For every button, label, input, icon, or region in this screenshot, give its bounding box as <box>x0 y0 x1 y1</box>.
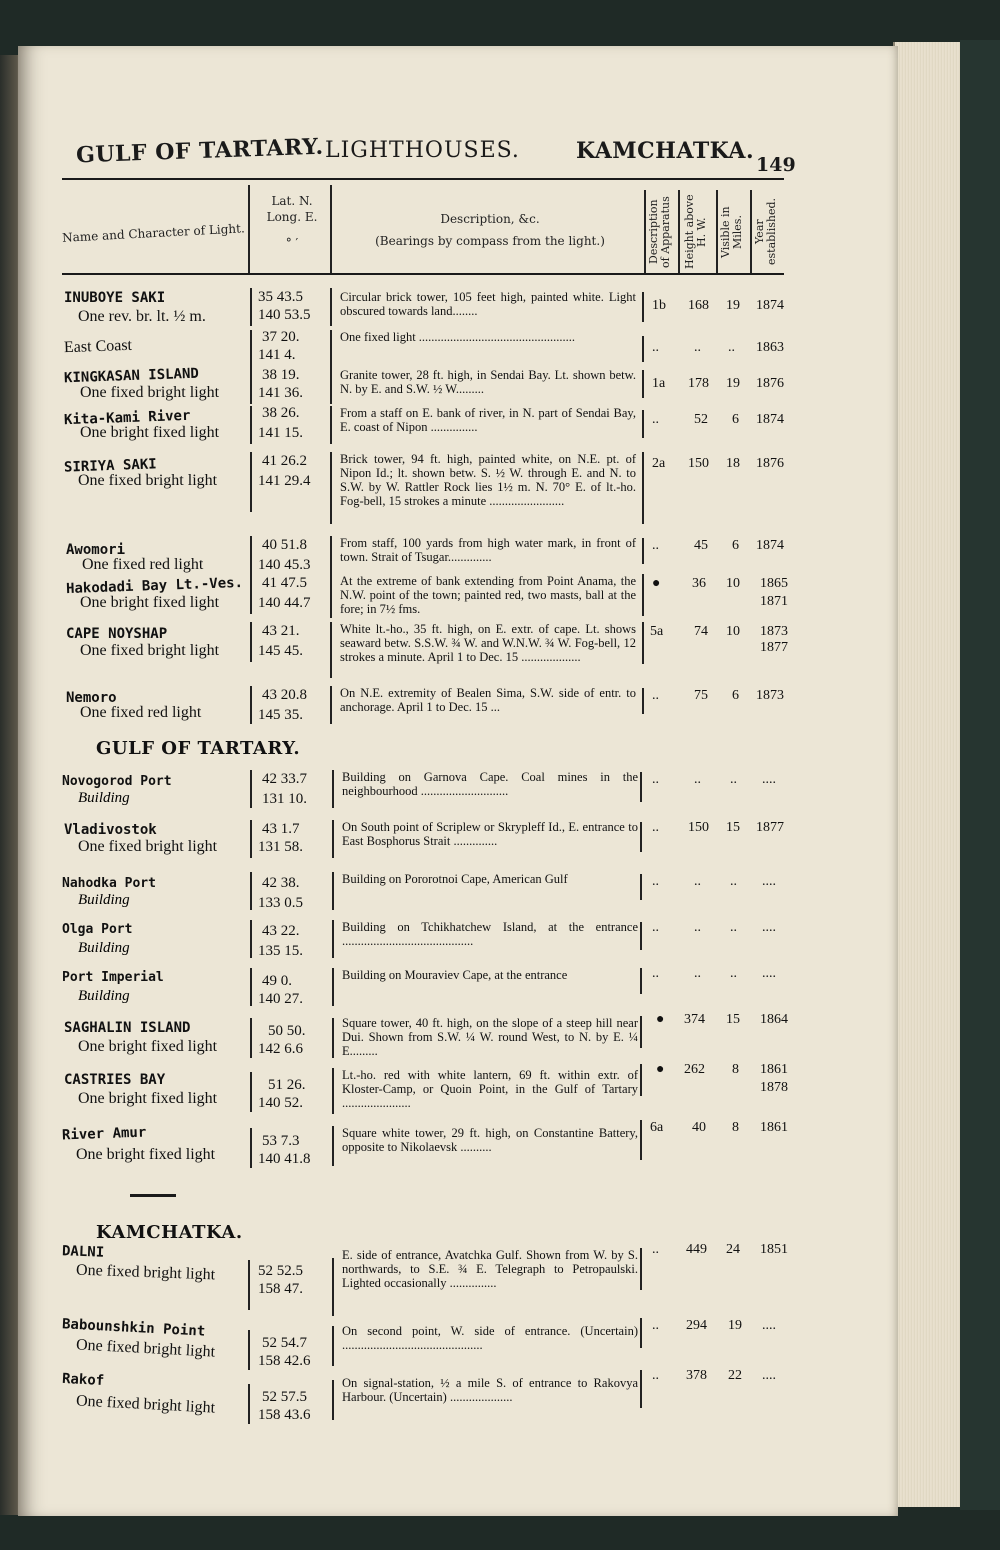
description: White lt.-ho., 35 ft. high, on E. extr. of cape. Lt. shows seaward betw. S.S.W. ¾ W. and W.N.W. ¾ W. Fog-bell, 12 strokes a minute. April 1 to Dec. 15 ................... <box>340 622 636 664</box>
light-character: One bright fixed light <box>78 1090 218 1107</box>
latitude: 37 20. <box>262 329 300 345</box>
latitude: 52 54.7 <box>262 1335 307 1351</box>
light-character: Building <box>78 790 130 806</box>
light-name: CAPE NOYSHAP <box>66 626 168 642</box>
latitude: 43 21. <box>262 623 300 639</box>
latitude: 52 57.5 <box>262 1389 307 1405</box>
col-divider <box>250 368 252 404</box>
col-divider <box>750 190 752 273</box>
apparatus: .. <box>652 1242 659 1257</box>
col-head-lat: Lat. N. <box>271 194 313 208</box>
running-head-left: GULF OF TARTARY. <box>75 133 325 169</box>
col-divider <box>332 920 334 958</box>
book-cover-right <box>960 40 1000 1510</box>
height: 150 <box>688 820 709 835</box>
longitude: 145 45. <box>258 643 303 659</box>
apparatus: .. <box>652 920 659 935</box>
col-divider <box>250 622 252 662</box>
col-divider <box>250 968 252 1006</box>
visible-miles: 19 <box>728 1318 742 1333</box>
col-divider <box>642 574 644 616</box>
latitude: 50 50. <box>268 1023 306 1039</box>
visible-miles: 8 <box>732 1062 739 1077</box>
col-divider <box>330 686 332 724</box>
description: Building on Garnova Cape. Coal mines in the neighbourhood ............................ <box>342 770 638 798</box>
col-divider <box>642 370 644 398</box>
light-name: Olga Port <box>62 922 133 937</box>
col-divider <box>250 330 252 368</box>
apparatus: .. <box>652 966 659 981</box>
col-divider <box>716 190 718 273</box>
col-divider <box>250 1072 252 1112</box>
light-name: DALNI <box>61 1243 105 1261</box>
light-name: Novogorod Port <box>62 774 172 789</box>
description: On second point, W. side of entrance. (Uncertain) ............................................. <box>342 1324 638 1352</box>
visible-miles: 6 <box>732 688 739 703</box>
light-name: INUBOYE SAKI <box>64 290 166 306</box>
apparatus: 1b <box>652 298 666 313</box>
height: 150 <box>688 456 709 471</box>
latitude: 43 20.8 <box>262 687 307 703</box>
longitude: 140 27. <box>258 991 303 1007</box>
apparatus: ● <box>656 1012 665 1027</box>
year-established: 1877 <box>756 820 784 835</box>
col-divider <box>640 1318 642 1348</box>
col-divider <box>642 688 644 714</box>
col-divider <box>640 822 642 852</box>
longitude: 158 42.6 <box>258 1353 311 1369</box>
light-character: One fixed bright light <box>75 1336 216 1361</box>
light-character: One fixed bright light <box>75 1392 216 1417</box>
visible-miles: .. <box>730 920 737 935</box>
col-divider <box>642 336 644 362</box>
year-established: 1873 <box>756 688 784 703</box>
longitude: 141 4. <box>258 347 296 363</box>
col-divider <box>248 1330 250 1370</box>
col-divider <box>640 1248 642 1290</box>
height: 449 <box>686 1242 707 1257</box>
col-head-name: Name and Character of Light. <box>61 221 246 245</box>
latitude: 51 26. <box>268 1077 306 1093</box>
col-divider <box>250 872 252 910</box>
year-established: .... <box>762 1368 776 1383</box>
year-established-second: 1877 <box>760 640 788 655</box>
latitude: 43 1.7 <box>262 821 300 837</box>
col-divider <box>642 452 644 524</box>
light-name: East Coast <box>63 336 133 357</box>
apparatus: ● <box>656 1062 665 1077</box>
light-name: SIRIYA SAKI <box>63 456 157 476</box>
col-divider <box>642 622 644 664</box>
col-divider <box>642 292 644 322</box>
apparatus: .. <box>652 772 659 787</box>
longitude: 145 35. <box>258 707 303 723</box>
year-established: .... <box>762 1318 776 1333</box>
apparatus: .. <box>652 1318 659 1333</box>
longitude: 142 6.6 <box>258 1041 303 1057</box>
col-divider <box>330 288 332 326</box>
col-divider <box>642 410 644 438</box>
light-character: One fixed bright light <box>80 384 220 401</box>
visible-miles: 15 <box>726 820 740 835</box>
light-character: Building <box>78 988 130 1004</box>
light-character: One fixed red light <box>82 556 204 573</box>
light-character: One rev. br. lt. ½ m. <box>78 308 206 325</box>
height: .. <box>694 340 701 355</box>
year-established-second: 1878 <box>760 1080 788 1095</box>
height: 168 <box>688 298 709 313</box>
latitude: 42 38. <box>262 875 300 891</box>
col-divider <box>250 770 252 808</box>
light-name: Nemoro <box>66 690 117 706</box>
light-name: Awomori <box>66 542 126 558</box>
longitude: 158 43.6 <box>258 1407 311 1423</box>
col-divider <box>250 1128 252 1168</box>
apparatus: ● <box>652 576 661 591</box>
description: Lt.-ho. red with white lantern, 69 ft. within extr. of Kloster-Camp, or Quoin Point, in the Gulf of Tartary ...................... <box>342 1068 638 1110</box>
col-head-bearings: (Bearings by compass from the light.) <box>375 234 605 248</box>
latitude: 49 0. <box>262 973 292 989</box>
col-head-visible: Visible in Miles. <box>719 206 744 258</box>
col-divider <box>330 452 332 524</box>
apparatus: 5a <box>650 624 664 639</box>
visible-miles: 6 <box>732 412 739 427</box>
col-divider <box>330 406 332 444</box>
latitude: 41 26.2 <box>262 453 307 469</box>
visible-miles: 22 <box>728 1368 742 1383</box>
visible-miles: 19 <box>726 298 740 313</box>
col-divider <box>640 1120 642 1160</box>
visible-miles: 24 <box>726 1242 740 1257</box>
light-character: One bright fixed light <box>80 424 220 441</box>
year-established: 1851 <box>760 1242 788 1257</box>
year-established: .... <box>762 772 776 787</box>
height: .. <box>694 874 701 889</box>
col-divider <box>332 1018 334 1058</box>
light-character: One fixed bright light <box>75 1261 216 1284</box>
light-name: Babounshkin Point <box>61 1316 206 1340</box>
col-divider <box>330 536 332 574</box>
year-established: 1874 <box>756 298 784 313</box>
col-divider <box>332 1326 334 1366</box>
description: Granite tower, 28 ft. high, in Sendai Bay. Lt. shown betw. N. by E. and S.W. ½ W......... <box>340 368 636 396</box>
height: 74 <box>694 624 708 639</box>
description: One fixed light .................................................. <box>340 330 576 344</box>
col-divider <box>248 1260 250 1310</box>
year-established: 1861 <box>760 1120 788 1135</box>
col-divider <box>330 330 332 368</box>
visible-miles: 18 <box>726 456 740 471</box>
longitude: 141 15. <box>258 425 303 441</box>
col-divider <box>250 574 252 614</box>
apparatus: .. <box>652 412 659 427</box>
apparatus: 1a <box>652 376 666 391</box>
col-divider <box>330 368 332 404</box>
col-divider <box>250 920 252 958</box>
height: .. <box>694 920 701 935</box>
longitude: 140 44.7 <box>258 595 311 611</box>
light-character: Building <box>78 892 130 908</box>
height: 374 <box>684 1012 705 1027</box>
description: From staff, 100 yards from high water mark, in front of town. Strait of Tsugar.............. <box>340 536 636 564</box>
latitude: 35 43.5 <box>258 289 303 305</box>
height: 36 <box>692 576 706 591</box>
page-number: 149 <box>756 154 796 176</box>
col-divider <box>250 288 252 326</box>
light-character: Building <box>78 940 130 956</box>
col-divider <box>250 406 252 444</box>
col-divider <box>678 190 680 273</box>
longitude: 131 58. <box>258 839 303 855</box>
description: From a staff on E. bank of river, in N. part of Sendai Bay, E. coast of Nipon ............... <box>340 406 636 434</box>
visible-miles: .. <box>730 966 737 981</box>
latitude: 41 47.5 <box>262 575 307 591</box>
light-name: Nahodka Port <box>62 876 156 891</box>
col-divider <box>250 686 252 724</box>
description: Circular brick tower, 105 feet high, painted white. Light obscured towards land........ <box>340 290 636 318</box>
light-name: Kita-Kami River <box>63 407 191 429</box>
col-head-long: Long. E. <box>266 210 318 224</box>
apparatus: .. <box>652 820 659 835</box>
latitude: 42 33.7 <box>262 771 307 787</box>
visible-miles: 10 <box>726 624 740 639</box>
col-divider <box>640 1370 642 1408</box>
apparatus: .. <box>652 340 659 355</box>
light-character: One fixed bright light <box>78 838 218 855</box>
section-heading-gulf-of-tartary: GULF OF TARTARY. <box>96 738 301 759</box>
visible-miles: .. <box>730 772 737 787</box>
running-head-right: KAMCHATKA. <box>576 138 755 164</box>
year-established-second: 1871 <box>760 594 788 609</box>
height: .. <box>694 772 701 787</box>
latitude: 40 51.8 <box>262 537 307 553</box>
longitude: 140 53.5 <box>258 307 311 323</box>
longitude: 158 47. <box>258 1281 303 1297</box>
running-head-center: LIGHTHOUSES. <box>325 138 520 163</box>
col-divider <box>332 1258 334 1316</box>
longitude: 133 0.5 <box>258 895 303 911</box>
description: On South point of Scriplew or Skrypleff Id., E. entrance to East Bosphorus Strait .............. <box>342 820 638 848</box>
col-divider <box>330 574 332 618</box>
latitude: 53 7.3 <box>262 1133 300 1149</box>
year-established: .... <box>762 874 776 889</box>
col-head-year: Year established. <box>753 198 778 266</box>
col-divider <box>248 185 250 273</box>
col-divider <box>332 1380 334 1420</box>
col-divider <box>332 968 334 1006</box>
col-divider <box>250 452 252 512</box>
light-name: River Amur <box>61 1124 147 1144</box>
col-divider <box>332 770 334 808</box>
description: Square tower, 40 ft. high, on the slope of a steep hill near Dui. Shown from S.W. ¼ W. round West, to N. by E. ¼ E......... <box>342 1016 638 1058</box>
col-head-units: ° ′ <box>285 236 299 250</box>
col-divider <box>642 538 644 564</box>
height: 262 <box>684 1062 705 1077</box>
visible-miles: .. <box>728 340 735 355</box>
longitude: 131 10. <box>262 791 307 807</box>
height: 178 <box>688 376 709 391</box>
description: At the extreme of bank extending from Point Anama, the N.W. point of the town; painted red, two masts, ball at the fore; in 7½ fms. <box>340 574 636 616</box>
section-heading-kamchatka: KAMCHATKA. <box>96 1222 243 1243</box>
col-head-height: Height above H. W. <box>683 194 708 270</box>
height: .. <box>694 966 701 981</box>
longitude: 140 41.8 <box>258 1151 311 1167</box>
col-divider <box>250 536 252 574</box>
light-name: Rakof <box>61 1370 105 1390</box>
year-established: 1876 <box>756 376 784 391</box>
year-established: 1863 <box>756 340 784 355</box>
header-rule-top <box>62 178 784 180</box>
latitude: 43 22. <box>262 923 300 939</box>
apparatus: .. <box>652 874 659 889</box>
longitude: 135 15. <box>258 943 303 959</box>
visible-miles: 6 <box>732 538 739 553</box>
col-divider <box>332 1126 334 1166</box>
latitude: 38 19. <box>262 367 300 383</box>
col-divider <box>332 820 334 858</box>
visible-miles: 10 <box>726 576 740 591</box>
latitude: 38 26. <box>262 405 300 421</box>
description: On signal-station, ½ a mile S. of entrance to Rakovya Harbour. (Uncertain) .................... <box>342 1376 638 1404</box>
light-character: One fixed bright light <box>78 472 218 489</box>
col-divider <box>640 1016 642 1048</box>
apparatus: 2a <box>652 456 666 471</box>
longitude: 141 36. <box>258 385 303 401</box>
year-established: 1865 <box>760 576 788 591</box>
light-name: Port Imperial <box>62 970 164 985</box>
year-established: 1864 <box>760 1012 788 1027</box>
visible-miles: .. <box>730 874 737 889</box>
latitude: 52 52.5 <box>258 1263 303 1279</box>
col-divider <box>640 922 642 950</box>
col-divider <box>332 1068 334 1114</box>
apparatus: .. <box>652 688 659 703</box>
light-character: One fixed red light <box>80 704 202 721</box>
light-character: One fixed bright light <box>80 642 220 659</box>
apparatus: .. <box>652 1368 659 1383</box>
col-divider <box>640 1064 642 1096</box>
visible-miles: 15 <box>726 1012 740 1027</box>
col-divider <box>330 185 332 273</box>
light-name: KINGKASAN ISLAND <box>63 365 200 387</box>
col-divider <box>644 190 646 273</box>
apparatus: .. <box>652 538 659 553</box>
col-divider <box>640 874 642 900</box>
height: 45 <box>694 538 708 553</box>
year-established: 1861 <box>760 1062 788 1077</box>
apparatus: 6a <box>650 1120 664 1135</box>
light-character: One bright fixed light <box>80 594 220 611</box>
col-head-description: Description, &c. <box>440 212 540 226</box>
visible-miles: 19 <box>726 376 740 391</box>
height: 75 <box>694 688 708 703</box>
col-divider <box>640 968 642 994</box>
year-established: 1874 <box>756 412 784 427</box>
col-divider <box>640 772 642 802</box>
header-rule-bottom <box>62 273 784 275</box>
longitude: 140 52. <box>258 1095 303 1111</box>
visible-miles: 8 <box>732 1120 739 1135</box>
col-divider <box>330 622 332 678</box>
description: On N.E. extremity of Bealen Sima, S.W. side of entr. to anchorage. April 1 to Dec. 15 ... <box>340 686 636 714</box>
description: Square white tower, 29 ft. high, on Constantine Battery, opposite to Nikolaevsk .......... <box>342 1126 638 1154</box>
longitude: 140 45.3 <box>258 557 311 573</box>
col-head-apparatus: Description of Apparatus <box>647 196 672 268</box>
light-name: CASTRIES BAY <box>64 1072 166 1088</box>
col-divider <box>248 1384 250 1424</box>
light-character: One bright fixed light <box>78 1038 218 1055</box>
longitude: 141 29.4 <box>258 473 311 489</box>
year-established: .... <box>762 920 776 935</box>
year-established: 1873 <box>760 624 788 639</box>
description: Building on Tchikhatchew Island, at the entrance .......................................... <box>342 920 638 948</box>
height: 378 <box>686 1368 707 1383</box>
height: 294 <box>686 1318 707 1333</box>
year-established: .... <box>762 966 776 981</box>
description: Building on Pororotnoi Cape, American Gulf <box>342 872 568 886</box>
height: 52 <box>694 412 708 427</box>
col-divider <box>250 1018 252 1058</box>
description: E. side of entrance, Avatchka Gulf. Shown from W. by S. northwards, to S.E. ¾ E. Telegraph to Petropaulski. Lighted occasionally ............... <box>342 1248 638 1290</box>
light-name: Hakodadi Bay Lt.-Ves. <box>65 574 244 598</box>
height: 40 <box>692 1120 706 1135</box>
year-established: 1876 <box>756 456 784 471</box>
light-character: One bright fixed light <box>76 1146 216 1163</box>
description: Brick tower, 94 ft. high, painted white, on N.E. pt. of Nipon Id.; lt. shown betw. S. ½ W. through E. and N. to S.W. by W. Rattler Rock lies 1½ m. N. 70° E. of lt.-ho. Fog-bell, 15 strokes a minute ........................ <box>340 452 636 508</box>
col-divider <box>332 872 334 910</box>
description: Building on Mouraviev Cape, at the entrance <box>342 968 568 982</box>
year-established: 1874 <box>756 538 784 553</box>
light-name: SAGHALIN ISLAND <box>64 1020 191 1036</box>
section-separator <box>130 1194 176 1197</box>
col-divider <box>250 820 252 858</box>
light-name: Vladivostok <box>64 822 157 838</box>
